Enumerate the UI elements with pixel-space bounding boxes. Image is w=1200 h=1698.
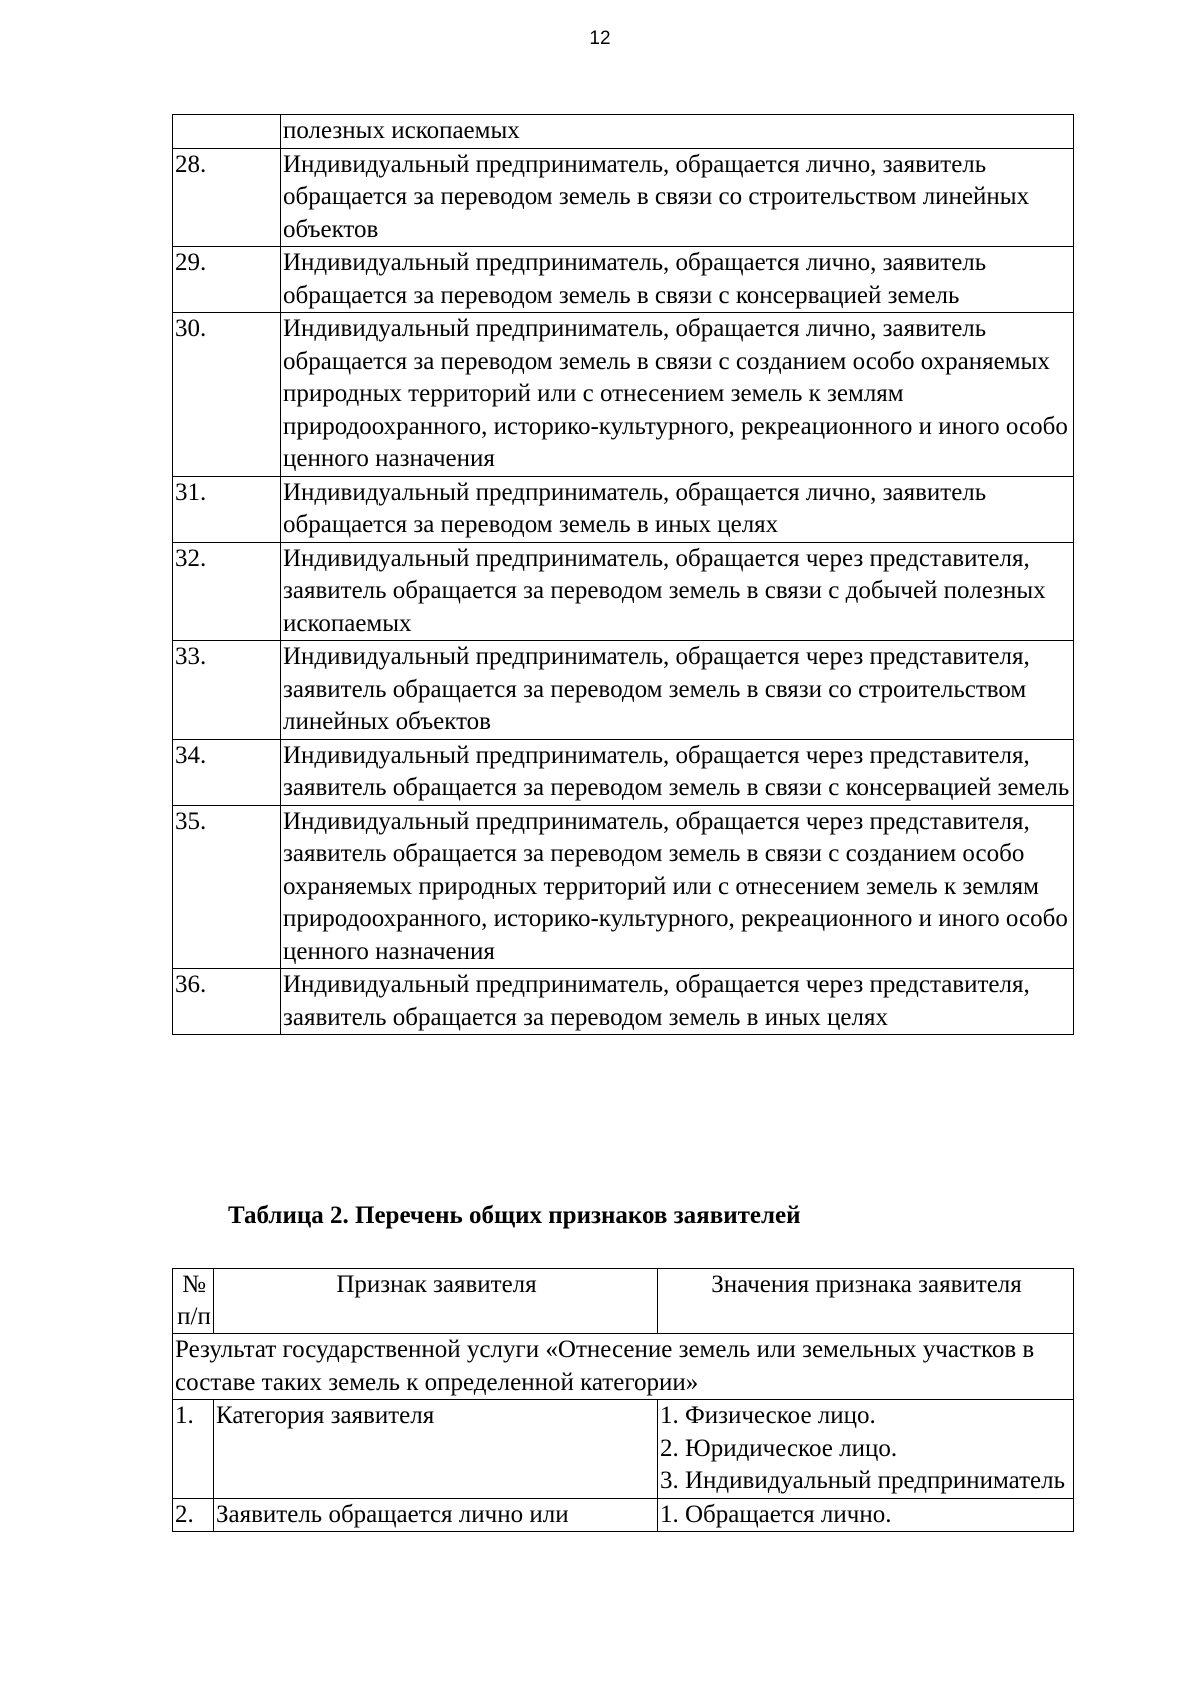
table-row xyxy=(173,115,1074,149)
table-row xyxy=(173,969,1074,1035)
table-row xyxy=(173,313,1074,477)
table-row xyxy=(173,641,1074,740)
row-description: Индивидуальный предприниматель, обращается через представителя, заявитель обращается за переводом земель в иных целях xyxy=(281,969,1074,1035)
row-number xyxy=(173,115,281,149)
row-description: Индивидуальный предприниматель, обращается лично, заявитель обращается за переводом земель в связи с консервацией земель xyxy=(281,247,1074,313)
row-description: Индивидуальный предприниматель, обращается через представителя, заявитель обращается за переводом земель в связи с добычей полезных ископаемых xyxy=(281,542,1074,641)
applicant-variants-table xyxy=(172,114,1074,1035)
section-title: Результат государственной услуги «Отнесение земель или земельных участков в составе таких земель к определенной категории» xyxy=(173,1334,1074,1400)
value-option: 1. Обращается лично. xyxy=(660,1500,892,1528)
row-attribute: Категория заявителя xyxy=(214,1400,658,1499)
row-number: 31. xyxy=(173,476,281,542)
table-header-row xyxy=(173,1269,1074,1334)
table-row xyxy=(173,805,1074,969)
table-2-title: Таблица 2. Перечень общих признаков заявителей xyxy=(228,1202,801,1229)
table-row xyxy=(173,1498,1074,1532)
table-row xyxy=(173,148,1074,247)
row-values xyxy=(658,1498,1074,1532)
row-number: 1. xyxy=(173,1400,214,1499)
row-number: 34. xyxy=(173,739,281,805)
applicant-attributes-table xyxy=(172,1268,1074,1532)
row-attribute: Заявитель обращается лично или xyxy=(214,1498,658,1532)
row-number: 35. xyxy=(173,805,281,969)
row-values xyxy=(658,1400,1074,1499)
table-row xyxy=(173,542,1074,641)
row-description: Индивидуальный предприниматель, обращается через представителя, заявитель обращается за переводом земель в связи со строительством линейных объектов xyxy=(281,641,1074,740)
row-number: 33. xyxy=(173,641,281,740)
row-description: Индивидуальный предприниматель, обращается лично, заявитель обращается за переводом земель в связи со строительством линейных объектов xyxy=(281,148,1074,247)
row-description: Индивидуальный предприниматель, обращается лично, заявитель обращается за переводом земель в связи с созданием особо охраняемых природных территорий или с отнесением земель к землям природоохранного, историко-культурного, рекреационного и иного особо ценного назначения xyxy=(281,313,1074,477)
table-section-row xyxy=(173,1334,1074,1400)
row-description: полезных ископаемых xyxy=(281,115,1074,149)
page-number: 12 xyxy=(589,28,611,49)
row-number: 36. xyxy=(173,969,281,1035)
row-number: 32. xyxy=(173,542,281,641)
row-number: 30. xyxy=(173,313,281,477)
header-attribute: Признак заявителя xyxy=(214,1269,658,1334)
row-description: Индивидуальный предприниматель, обращается через представителя, заявитель обращается за переводом земель в связи с консервацией земель xyxy=(281,739,1074,805)
header-values: Значения признака заявителя xyxy=(658,1269,1074,1334)
value-option: 2. Юридическое лицо. xyxy=(660,1434,898,1462)
table-row xyxy=(173,247,1074,313)
row-description: Индивидуальный предприниматель, обращается лично, заявитель обращается за переводом земель в иных целях xyxy=(281,476,1074,542)
header-number: № п/п xyxy=(173,1269,214,1334)
table-row xyxy=(173,476,1074,542)
row-number: 28. xyxy=(173,148,281,247)
value-option: 3. Индивидуальный предприниматель xyxy=(660,1467,1065,1494)
value-option: 1. Физическое лицо. xyxy=(660,1402,876,1429)
table-row xyxy=(173,739,1074,805)
row-number: 2. xyxy=(173,1498,214,1532)
row-number: 29. xyxy=(173,247,281,313)
row-description: Индивидуальный предприниматель, обращается через представителя, заявитель обращается за переводом земель в связи с созданием особо охраняемых природных территорий или с отнесением земель к землям природоохранного, историко-культурного, рекреационного и иного особо ценного назначения xyxy=(281,805,1074,969)
table-row xyxy=(173,1400,1074,1499)
